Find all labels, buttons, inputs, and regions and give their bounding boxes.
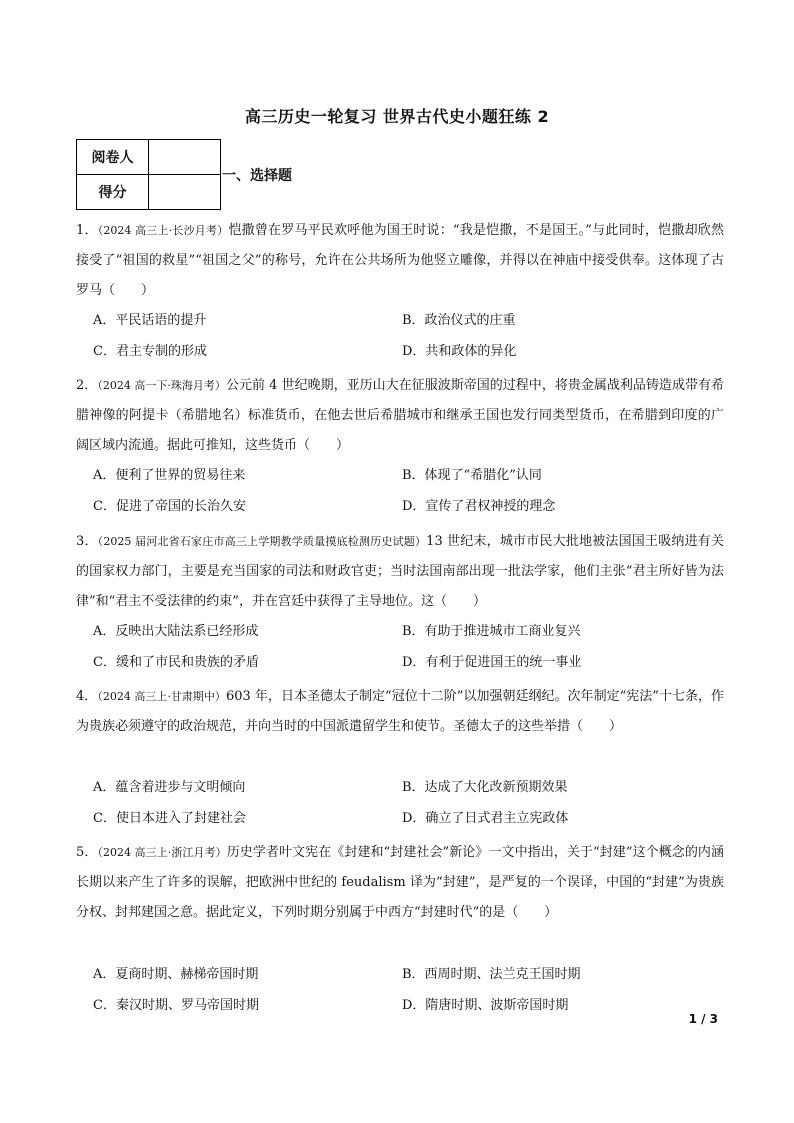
option-d: D．隋唐时期、波斯帝国时期 [402,998,569,1013]
option-c: C．君主专制的形成 [93,344,207,359]
question-3 [76,527,724,617]
option-b: B．达成了大化改新预期效果 [402,780,568,795]
score-table-score-cell [149,175,221,210]
question-number: 3． [76,534,98,549]
score-table-reviewer-label: 阅卷人 [77,140,149,175]
question-stem: 恺撒曾在罗马平民欢呼他为国王时说：“我是恺撒，不是国王。”与此同时，恺撒却欣然接受了“祖国的救星”“祖国之父”的称号，允许在公共场所为他竖立雕像，并得以在神庙中接受供奉。这体现了古罗马（ ） [76,223,724,298]
question-4 [76,682,724,742]
option-a: A．夏商时期、赫梯帝国时期 [93,967,259,982]
score-table-score-label: 得分 [77,175,149,210]
option-a: A．蕴含着进步与文明倾向 [93,780,246,795]
question-number: 2． [76,378,98,393]
question-source: （2024 高三上·长沙月考） [97,224,229,237]
question-2-options [93,461,713,521]
question-stem: 历史学者叶文宪在《封建和“封建社会”新论》一文中指出，关于“封建”这个概念的内涵长期以来产生了许多的误解，把欧洲中世纪的 feudalism 译为“封建”，是严复的一个误译，中国的“封建”为贵族分权、封邦建国之意。据此定义，下列时期分别属于中西方“封建时代”的是（ ） [76,845,724,920]
question-1-options [93,306,713,366]
question-stem: 公元前 4 世纪晚期，亚历山大在征服波斯帝国的过程中，将贵金属战利品铸造成带有希腊神像的阿提卡（希腊地名）标准货币，在他去世后希腊城市和继承王国也发行同类型货币，在希腊到印度的广阔区域内流通。据此可推知，这些货币（ ） [76,378,724,453]
option-b: B．有助于推进城市工商业复兴 [402,624,581,639]
question-number: 4． [76,689,98,704]
option-a: A．反映出大陆法系已经形成 [93,624,259,639]
question-source: （2024 高一下·珠海月考） [97,379,226,392]
page-title: 高三历史一轮复习 世界古代史小题狂练 2 [244,107,550,126]
option-d: D．宣传了君权神授的理念 [402,499,556,514]
question-source: （2024 高三上·甘肃期中） [97,690,226,703]
question-3-options [93,617,713,677]
question-stem: 603 年，日本圣德太子制定“冠位十二阶”以加强朝廷纲纪。次年制定“宪法”十七条，作为贵族必须遵守的政治规范，并向当时的中国派遣留学生和使节。圣德太子的这些举措（ ） [76,689,724,734]
score-table-reviewer-cell [149,140,221,175]
option-c: C．缓和了市民和贵族的矛盾 [93,655,259,670]
score-table [76,139,221,210]
section-heading: 一、选择题 [222,168,292,184]
question-5 [76,838,724,928]
option-d: D．有利于促进国王的统一事业 [402,655,582,670]
option-a: A．平民话语的提升 [93,313,207,328]
question-number: 1． [76,223,98,238]
option-d: D．确立了日式君主立宪政体 [402,811,569,826]
question-4-options [93,773,713,833]
question-1 [76,216,724,306]
option-b: B．体现了“希腊化”认同 [402,468,542,483]
option-d: D．共和政体的异化 [402,344,517,359]
question-source: （2024 高三上·浙江月考） [97,846,227,859]
option-b: B．政治仪式的庄重 [402,313,516,328]
option-b: B．西周时期、法兰克王国时期 [402,967,581,982]
page-number: 1 / 3 [688,1012,718,1026]
question-2 [76,371,724,461]
option-c: C．使日本进入了封建社会 [93,811,246,826]
option-c: C．秦汉时期、罗马帝国时期 [93,998,259,1013]
question-5-options [93,960,713,1020]
option-c: C．促进了帝国的长治久安 [93,499,246,514]
option-a: A．便利了世界的贸易往来 [93,468,246,483]
question-source: （2025 届河北省石家庄市高三上学期教学质量摸底检测历史试题） [97,535,427,548]
question-number: 5． [76,845,98,860]
question-stem: 13 世纪末，城市市民大批地被法国国王吸纳进有关的国家权力部门，主要是充当国家的司法和财政官吏；当时法国南部出现一批法学家，他们主张“君主所好皆为法律”和“君主不受法律的约束”，并在宫廷中获得了主导地位。这（ ） [76,534,724,609]
